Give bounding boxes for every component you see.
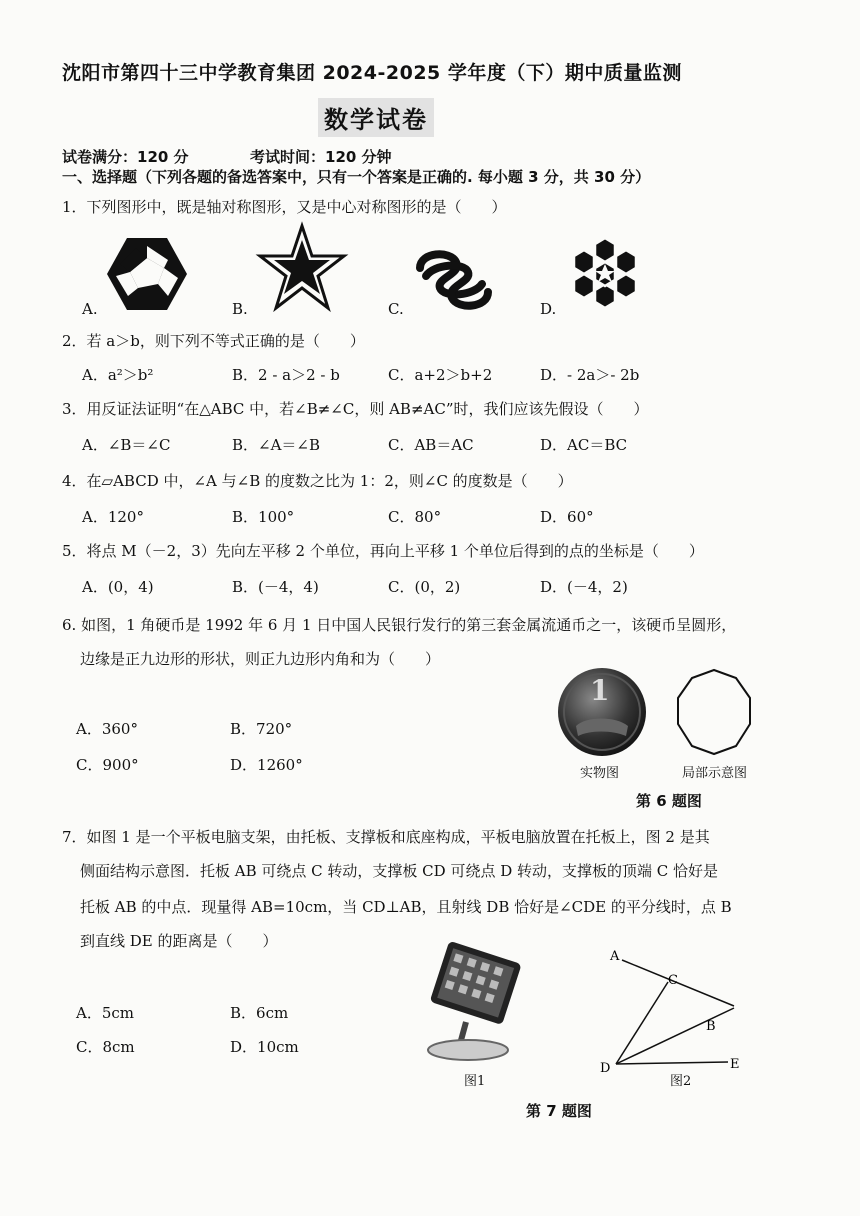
hexagon-swirl-icon	[106, 236, 188, 312]
q6-option-a: A．360°	[76, 720, 138, 738]
coin-label: 1	[590, 674, 610, 707]
q3-option-b: B．∠A＝∠B	[232, 436, 321, 454]
q7-figure-caption: 第 7 题图	[526, 1102, 592, 1120]
q1-option-c: C.	[388, 300, 404, 318]
q6-option-c: C．900°	[76, 756, 139, 774]
q7-option-b: B．6cm	[230, 1004, 289, 1022]
point-label-d: D	[600, 1061, 611, 1076]
tablet-stand-photo	[416, 944, 526, 1064]
geometry-diagram	[596, 948, 756, 1078]
q5-stem: 5．将点 M（－2，3）先向左平移 2 个单位，再向上平移 1 个单位后得到的点的坐标是（ ）	[62, 542, 704, 560]
q7-option-c: C．8cm	[76, 1038, 135, 1056]
q1-option-b: B.	[232, 300, 248, 318]
exam-subtitle: 数学试卷	[318, 98, 434, 137]
q4-option-d: D．60°	[540, 508, 594, 526]
q7-option-a: A．5cm	[76, 1004, 135, 1022]
hexagon-flower-icon	[566, 236, 644, 310]
full-score: 试卷满分：120 分	[62, 148, 189, 166]
q2-stem: 2．若 a＞b，则下列不等式正确的是（ ）	[62, 332, 365, 350]
q6-caption-partial: 局部示意图	[682, 766, 748, 781]
nonagon-diagram	[676, 668, 752, 756]
q7-stem-line1: 7．如图 1 是一个平板电脑支架，由托板、支撑板和底座构成，平板电脑放置在托板上，图 2 是其	[62, 828, 710, 846]
q5-option-c: C．(0，2)	[388, 578, 461, 596]
q3-stem: 3．用反证法证明“在△ABC 中，若∠B≠∠C，则 AB≠AC”时，我们应该先假设（ ）	[62, 400, 649, 418]
point-label-b: B	[706, 1019, 716, 1034]
swirl-knot-icon	[412, 248, 496, 312]
q5-option-d: D．(－4，2)	[540, 578, 628, 596]
q7-stem-line2: 侧面结构示意图．托板 AB 可绕点 C 转动，支撑板 CD 可绕点 D 转动，支撑板的顶端 C 恰好是	[80, 862, 719, 880]
q6-option-d: D．1260°	[230, 756, 303, 774]
point-label-c: C	[668, 973, 678, 988]
q7-option-d: D．10cm	[230, 1038, 299, 1056]
point-label-e: E	[730, 1057, 740, 1072]
q3-option-a: A．∠B＝∠C	[82, 436, 171, 454]
q7-fig2-label: 图2	[670, 1074, 692, 1089]
q6-option-b: B．720°	[230, 720, 293, 738]
q1-stem: 1．下列图形中，既是轴对称图形，又是中心对称图形的是（ ）	[62, 198, 507, 216]
q5-option-a: A．(0，4)	[82, 578, 154, 596]
q2-option-d: D．- 2a＞- 2b	[540, 366, 640, 384]
q2-option-b: B．2 - a＞2 - b	[232, 366, 340, 384]
star-icon	[258, 224, 346, 312]
point-label-a: A	[610, 949, 620, 964]
q4-stem: 4．在▱ABCD 中，∠A 与∠B 的度数之比为 1：2，则∠C 的度数是（ ）	[62, 472, 573, 490]
exam-time: 考试时间：120 分钟	[250, 148, 392, 166]
section-heading: 一、选择题（下列各题的备选答案中，只有一个答案是正确的. 每小题 3 分，共 30 分）	[62, 168, 651, 186]
q2-option-c: C．a+2＞b+2	[388, 366, 493, 384]
q3-option-d: D．AC＝BC	[540, 436, 628, 454]
q7-fig1-label: 图1	[464, 1074, 486, 1089]
q4-option-a: A．120°	[82, 508, 144, 526]
q6-caption-real: 实物图	[580, 766, 620, 781]
q1-option-a: A.	[82, 300, 98, 318]
q5-option-b: B．(－4，4)	[232, 578, 319, 596]
exam-title: 沈阳市第四十三中学教育集团 2024-2025 学年度（下）期中质量监测	[62, 62, 682, 84]
q6-figure-caption: 第 6 题图	[636, 792, 702, 810]
q1-option-d: D.	[540, 300, 557, 318]
q7-stem-line4: 到直线 DE 的距离是（ ）	[80, 932, 278, 950]
q3-option-c: C．AB＝AC	[388, 436, 474, 454]
q2-option-a: A．a²＞b²	[82, 366, 154, 384]
q4-option-b: B．100°	[232, 508, 295, 526]
q6-stem-line2: 边缘是正九边形的形状，则正九边形内角和为（ ）	[80, 650, 441, 668]
q7-stem-line3: 托板 AB 的中点．现量得 AB=10cm，当 CD⊥AB，且射线 DB 恰好是∠CDE 的平分线时，点 B	[80, 898, 732, 916]
q4-option-c: C．80°	[388, 508, 442, 526]
q6-stem-line1: 6. 如图，1 角硬币是 1992 年 6 月 1 日中国人民银行发行的第三套金属流通币之一，该硬币呈圆形，	[62, 616, 737, 634]
